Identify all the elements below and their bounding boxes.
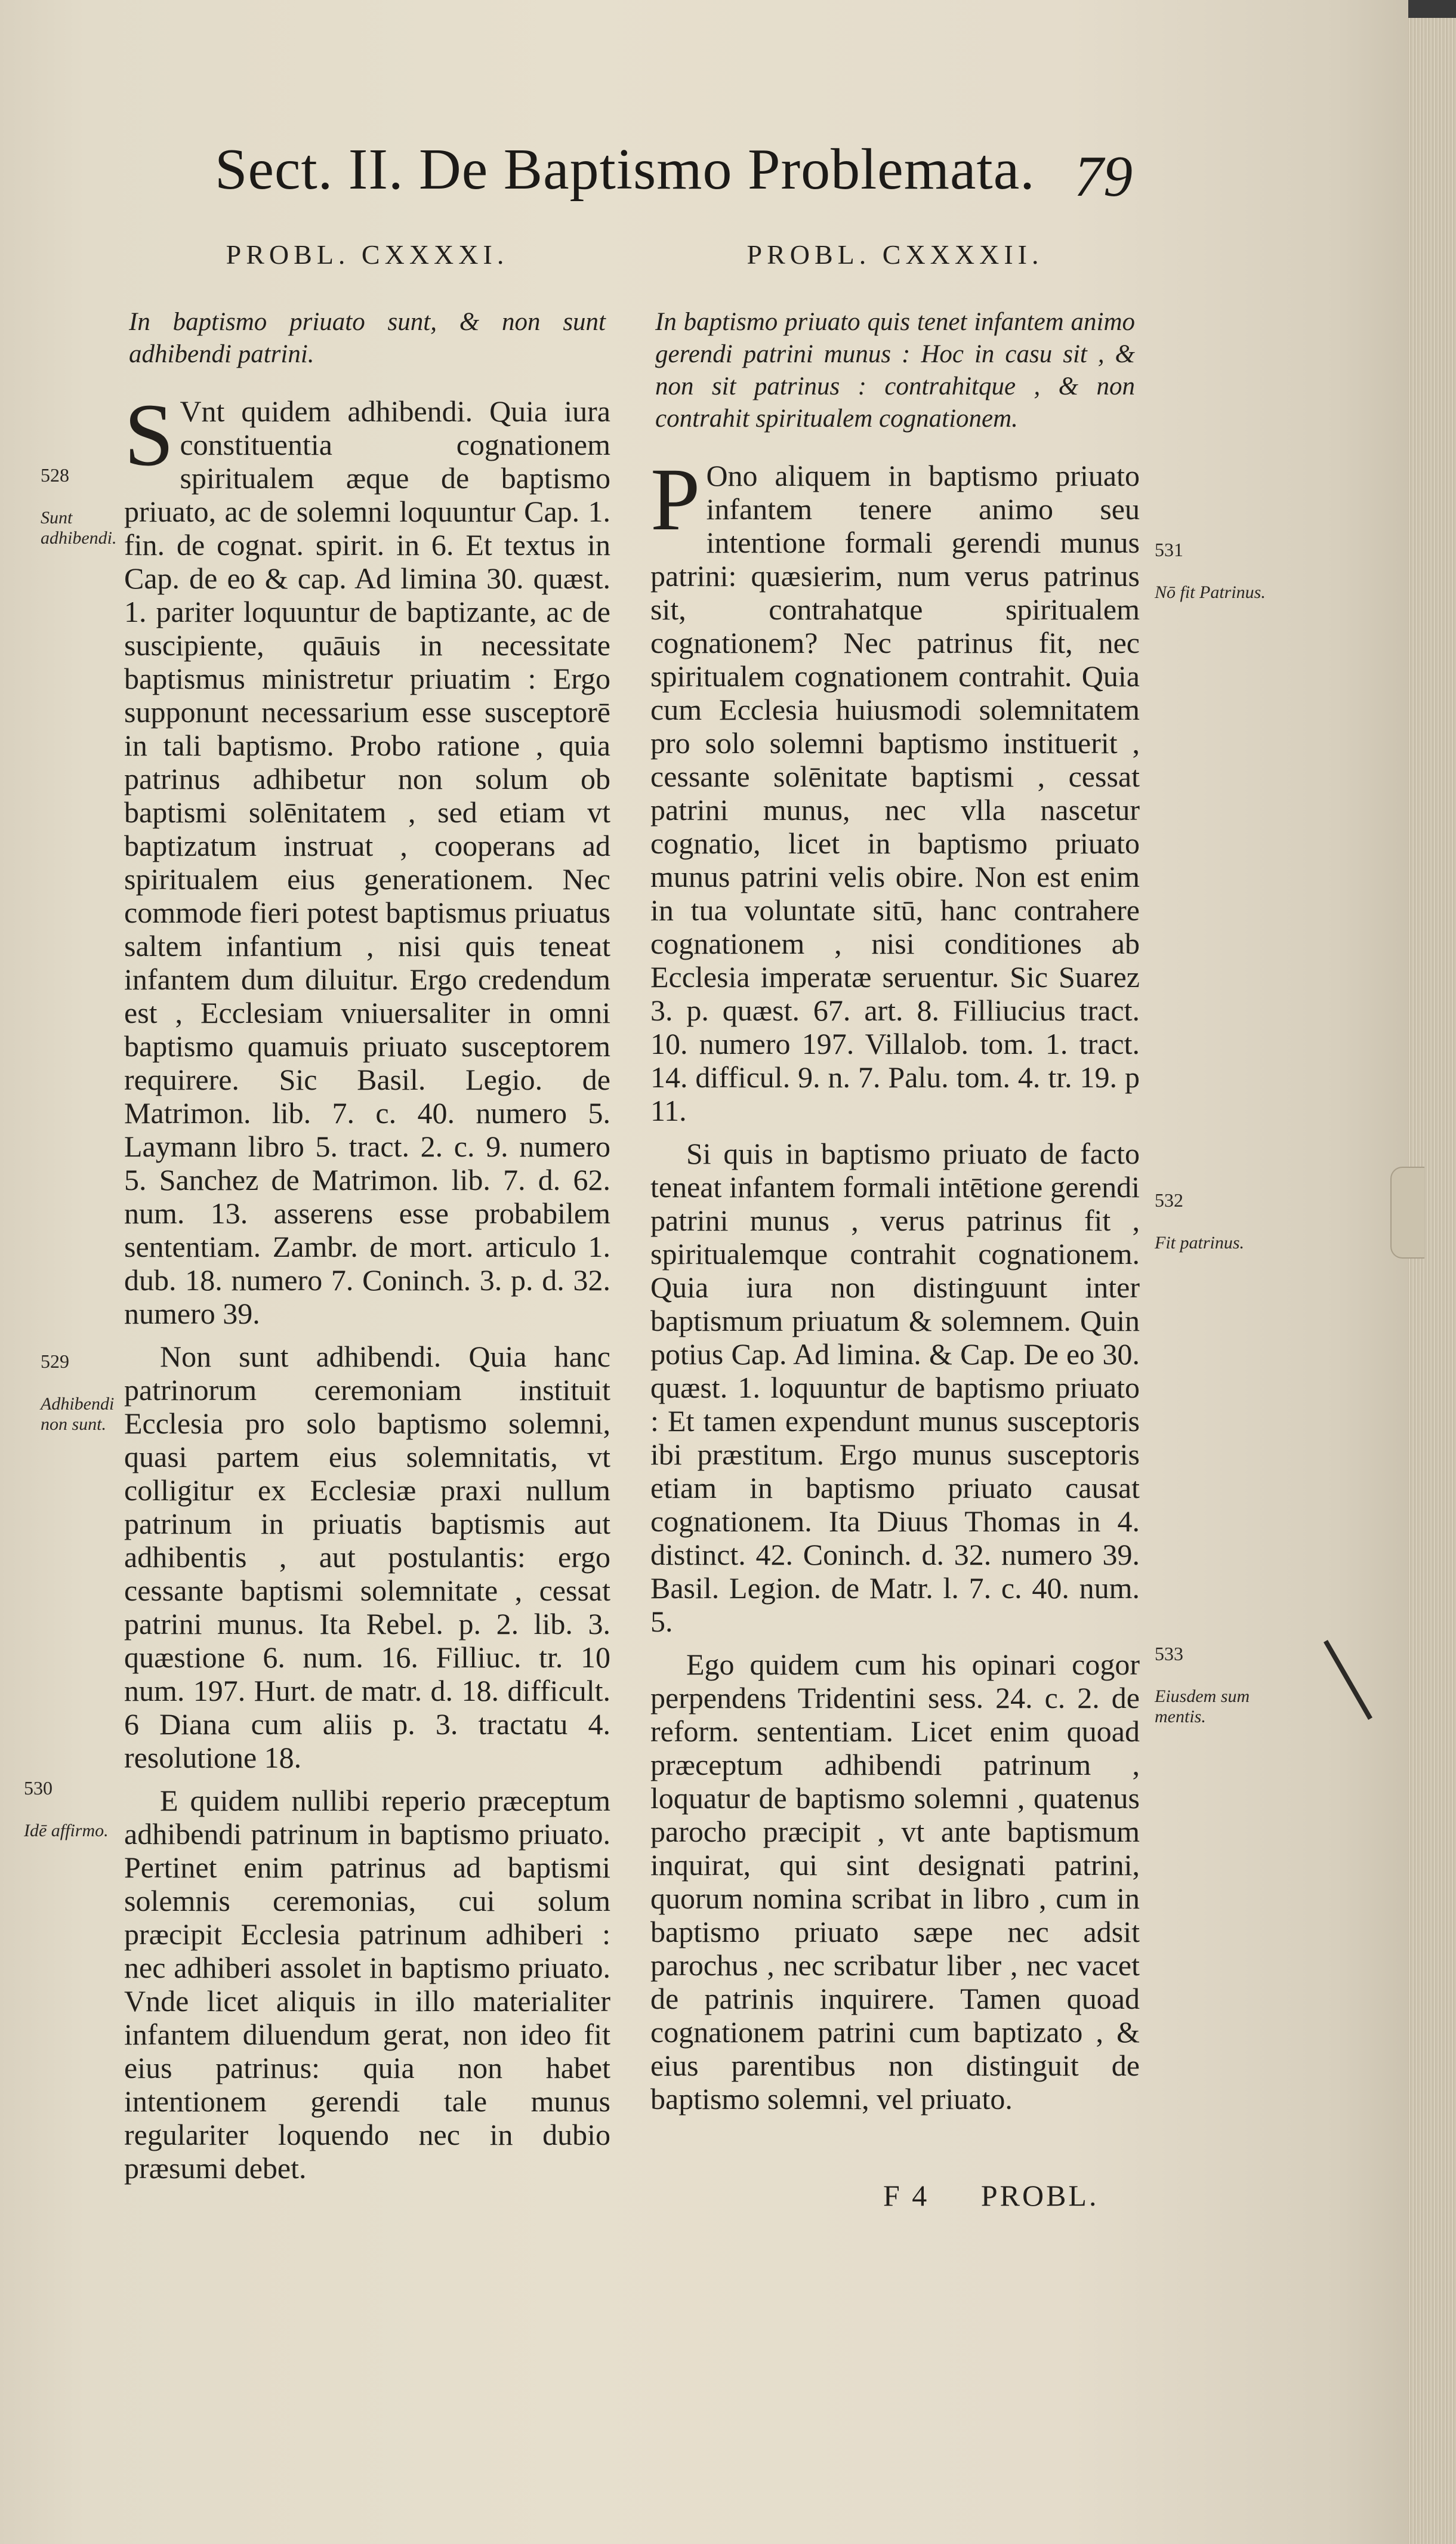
- paragraph-text: Ono aliquem in baptismo priuato infantem tenere animo seu intentione formali gerendi munus patrini: quæsierim, num verus patrinus sit, contrahatque spiritualem cognationem? Nec patrinus fit, nec spiritualem cognationem contrahit. Quia cum Ecclesia huiusmodi solemnitatem pro solo solemni baptismo instituerit , cessante solēnitate baptismi , cessat patrini munus, nec vlla nascetur cognatio, licet in baptismo priuato munus patrini velis obire. Non est enim in tua voluntate sitū, hanc contrahere cognationem , nisi conditiones ab Ecclesia imperatæ seruentur. Sic Suarez 3. p. quæst. 67. art. 8. Filliucius tract. 10. numero 197. Villalob. tom. 1. tract. 14. difficul. 9. n. 7. Palu. tom. 4. tr. 19. p 11.: [650, 459, 1140, 1127]
- margin-note-number: 533: [1155, 1643, 1183, 1664]
- paragraph-text: Vnt quidem adhibendi. Quia iura constituentia cognationem spiritualem æque de baptismo priuato, ac de solemni loquuntur Cap. 1. fin. de cognat. spirit. in 6. Et textus in Cap. de eo & cap. Ad limina 30. quæst. 1. pariter loquuntur de baptizante, ac de suscipiente, quāuis in necessitate baptismus ministretur priuatim : Ergo supponunt necessarium esse susceptorē in tali baptismo. Probo ratione , quia patrinus adhibetur non solum ob baptismi solēnitatem , sed etiam vt baptizatum instruat , cooperans ad spiritualem eius generationem. Nec commode fieri potest baptismus priuatus saltem infantium , nisi quis teneat infantem dum diluitur. Ergo credendum est , Ecclesiam vniuersaliter in omni baptismo quamuis priuato susceptorem requirere. Sic Basil. Legio. de Matrimon. lib. 7. c. 40. numero 5. Laymann libro 5. tract. 2. c. 9. numero 5. Sanchez de Matrimon. lib. 7. d. 62. num. 13. asserens esse probabilem sententiam. Zambr. de mort. articulo 1. dub. 18. numero 7. Coninch. 3. p. d. 32. numero 39.: [124, 394, 610, 1330]
- page-tab-marker: [1390, 1167, 1424, 1259]
- margin-note-number: 529: [41, 1350, 69, 1372]
- paragraph: Si quis in baptismo priuato de facto teneat infantem formali intētione gerendi patrini munus , verus patrinus fit , spiritualemque contrahit cognationem. Quia iura non distinguunt inter baptismum priuatum & solemnem. Quin potius Cap. Ad limina. & Cap. De eo 30. quæst. 1. loquuntur de baptismo priuato : Et tamen expendunt munus susceptoris ibi præstitum. Ergo munus susceptoris etiam in baptismo priuato causat cognationem. Ita Diuus Thomas in 4. distinct. 42. Coninch. d. 32. numero 39. Basil. Legion. de Matr. l. 7. c. 40. num. 5.: [650, 1137, 1140, 1638]
- page-number: 79: [1074, 144, 1133, 209]
- margin-note: [1155, 1623, 1274, 1727]
- margin-note-text: Idē affirmo.: [24, 1821, 109, 1840]
- catchword-line: [883, 2178, 1099, 2213]
- margin-note-number: 531: [1155, 539, 1183, 560]
- catchword: PROBL.: [980, 2179, 1099, 2212]
- signature-mark: F 4: [883, 2179, 930, 2212]
- margin-note-text: Adhibendi non sunt.: [41, 1394, 115, 1434]
- margin-note: [1155, 1170, 1274, 1253]
- margin-note: [41, 1331, 115, 1435]
- margin-note: [24, 1757, 113, 1841]
- margin-note-text: Fit patrinus.: [1155, 1233, 1245, 1253]
- running-head: Sect. II. De Baptismo Problemata.: [215, 137, 1035, 202]
- paragraph: Ego quidem cum his opinari cogor perpendens Tridentini sess. 24. c. 2. de reform. sententiam. Licet enim quoad præceptum adhibendi patrinum , loquatur de baptismo solemni , quatenus parocho præcipit , vt ante baptismum inquirat, qui sint designati patrini, quorum nomina scribat in libro , cum in baptismo priuato sæpe nec adsit parochus , nec scribatur liber , nec vacet de patrinis inquirere. Tamen quoad cognationem patrini cum baptizato , & eius parentibus non distinguit de baptismo solemni, vel priuato.: [650, 1648, 1140, 2116]
- paragraph: [124, 386, 610, 1330]
- margin-note-text: Nō fit Patrinus.: [1155, 582, 1266, 602]
- paragraph: [650, 450, 1140, 1127]
- margin-note: [1155, 519, 1274, 603]
- margin-note-text: Sunt adhibendi.: [41, 508, 117, 548]
- problem-heading: PROBL. CXXXXI.: [226, 239, 509, 270]
- margin-note-number: 528: [41, 464, 69, 486]
- problem-question: In baptismo priuato sunt, & non sunt adhibendi patrini.: [129, 308, 606, 368]
- drop-capital: P: [650, 450, 701, 549]
- paragraph: Non sunt adhibendi. Quia hanc patrinorum ceremoniam instituit Ecclesia pro solo baptismo solemni, quasi partem eius solemnitatis, vt colligitur ex Ecclesiæ praxi nullum patrinum in priuatis baptismis aut adhibentis , aut postulantis: ergo cessante baptismi solemnitate , cessat patrini munus. Ita Rebel. p. 2. lib. 3. quæstione 6. num. 16. Filliuc. tr. 10 num. 197. Hurt. de matr. d. 18. difficult. 6 Diana cum aliis p. 3. tractatu 4. resolutione 18.: [124, 1340, 610, 1774]
- margin-note-number: 532: [1155, 1189, 1183, 1211]
- right-column: [650, 239, 1140, 2125]
- left-column: [124, 239, 610, 2194]
- problem-question: In baptismo priuato quis tenet infantem animo gerendi patrini munus : Hoc in casu sit , & non sit patrinus : contrahitque , & non contrahit spiritualem cognationem.: [655, 308, 1135, 433]
- paragraph: E quidem nullibi reperio præceptum adhibendi patrinum in baptismo priuato. Pertinet enim patrinus ad baptismi solemnis ceremonias, cui solum præcipit Ecclesia patrinum adhiberi : nec adhiberi assolet in baptismo priuato. Vnde licet aliquis in illo materialiter infantem diluendum gerat, non ideo fit eius patrinus: quia non habet intentionem gerendi tale munus regulariter loquendo nec in dubio præsumi debet.: [124, 1784, 610, 2185]
- margin-note: [41, 445, 117, 548]
- margin-note-number: 530: [24, 1777, 53, 1799]
- problem-heading: PROBL. CXXXXII.: [746, 239, 1044, 270]
- page-fore-edge: [1408, 18, 1456, 2544]
- drop-capital: S: [124, 386, 174, 485]
- margin-note-text: Eiusdem sum mentis.: [1155, 1686, 1250, 1726]
